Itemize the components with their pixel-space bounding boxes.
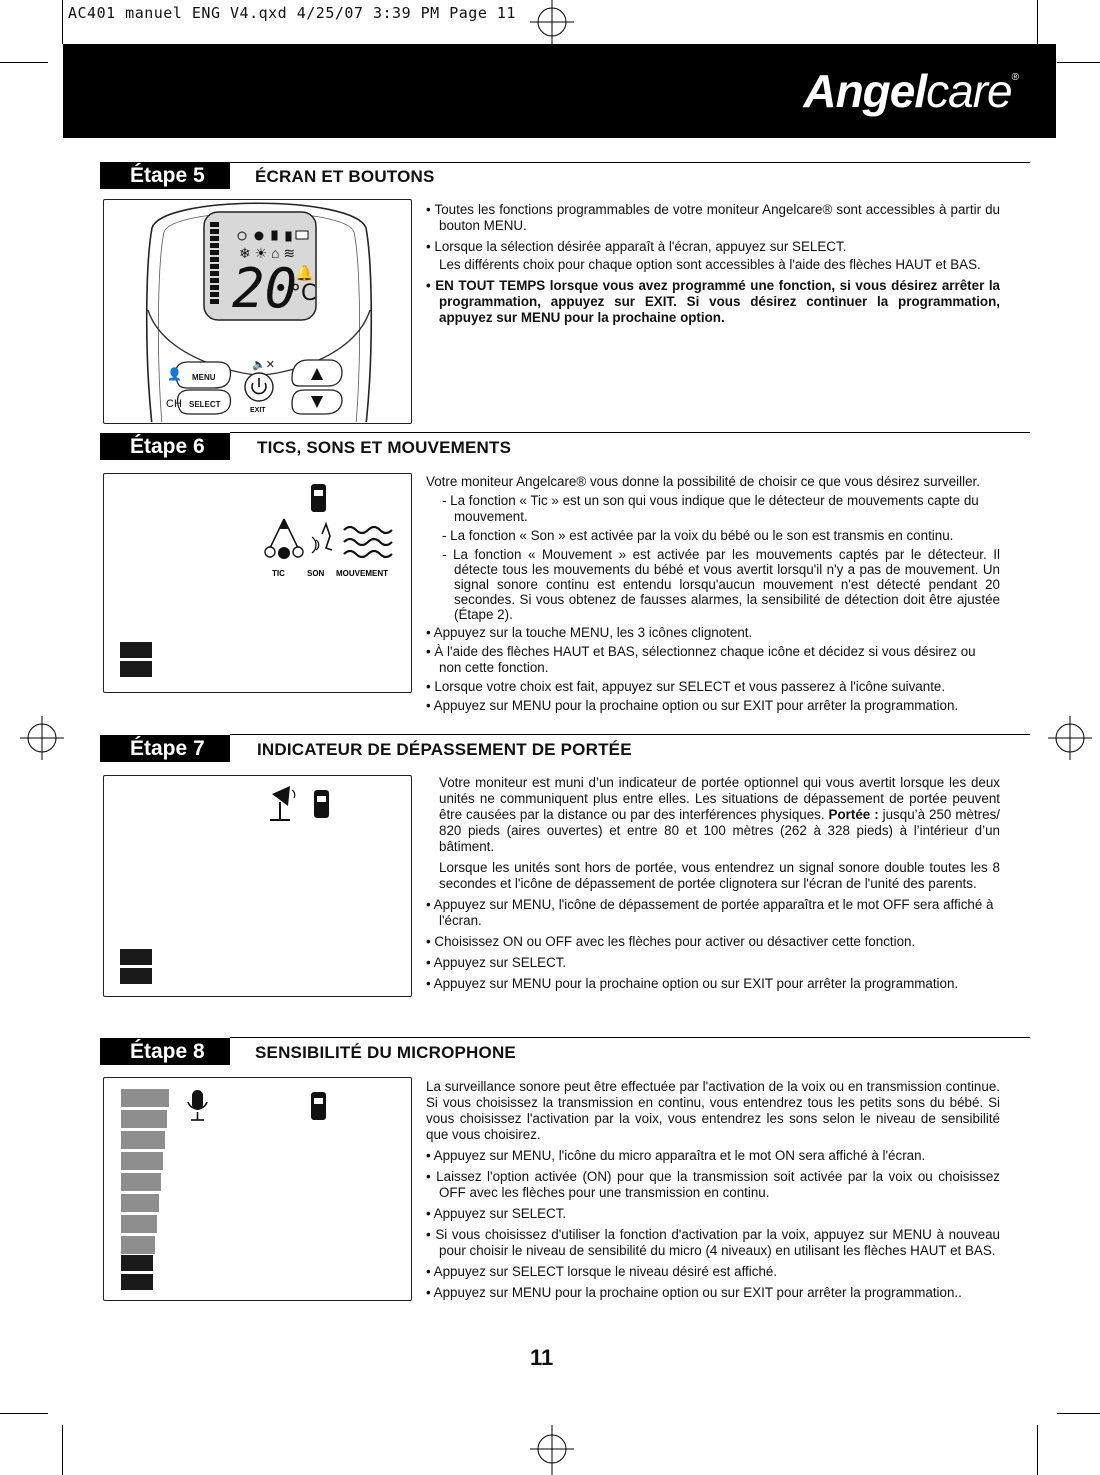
paragraph: • Appuyez sur la touche MENU, les 3 icônes clignotent. — [426, 625, 753, 640]
step-5-rule — [230, 162, 1030, 163]
svg-text:🔔: 🔔 — [295, 265, 314, 282]
exit-label: EXIT — [250, 407, 266, 414]
step-5-text — [426, 202, 1000, 331]
sensitivity-bar — [121, 1152, 163, 1170]
parent-unit-icon — [314, 790, 329, 818]
svg-text:🔈✕: 🔈✕ — [252, 359, 275, 371]
paragraph: • Choisissez ON ou OFF avec les flèches pour activer ou désactiver cette fonction. — [426, 934, 916, 949]
ch-label: CH — [166, 398, 182, 410]
paragraph: • Toutes les fonctions programmables de votre moniteur Angelcare® sont accessibles à partir du bouton MENU. — [426, 202, 1000, 233]
level-bar — [120, 949, 152, 965]
crop-mark — [62, 1425, 63, 1475]
son-baby-voice-icon — [312, 524, 332, 553]
paragraph: • Si vous choisissez d'utiliser la fonction d'activation par la voix, appuyez sur MENU à nouveau pour choisir le niveau de sensibilité du micro (4 niveaux) en utilisant les flèches HAUT et BAS. — [426, 1227, 1000, 1258]
step-7-text — [426, 775, 1000, 997]
crop-mark — [1037, 1425, 1038, 1475]
registration-mark-bottom — [530, 1425, 574, 1475]
parent-unit-illustration — [104, 200, 410, 422]
page-number: 11 — [530, 1345, 554, 1370]
paragraph: Votre moniteur est muni d’un indicateur de portée optionnel qui vous avertit lorsque les deux unités ne communiquent plus entre elles. Les situations de dépassement de portée peuvent être causées par la distance ou par des interférences physiques. Portée : jusqu’à 250 mètres/ 820 pieds (aires ouvertes) et entre 80 et 100 mètres (262 à 328 pieds) à l’intérieur d’un bâtiment. — [439, 775, 1000, 854]
lcd-temperature: 20 — [232, 257, 298, 320]
crop-mark — [0, 1413, 48, 1414]
mouvement-label: MOUVEMENT — [336, 569, 388, 578]
paragraph: Lorsque les unités sont hors de portée, vous entendrez un signal sonore double toutes les 8 secondes et l'icône de dépassement de portée clignotera sur l'écran de l'unité des parents. — [439, 860, 1000, 891]
step-6-tab: Étape 6 — [100, 433, 230, 460]
step-7-title: INDICATEUR DE DÉPASSEMENT DE PORTÉE — [257, 740, 632, 759]
paragraph: • Laissez l'option activée (ON) pour que la transmission soit activée par la voix ou choisissez OFF avec les flèches pour une transmission en continu. — [426, 1169, 1000, 1200]
sensitivity-bar — [121, 1215, 157, 1233]
parent-unit-icon — [311, 1092, 326, 1120]
step-5-device-panel — [103, 199, 412, 424]
level-bar — [120, 968, 152, 984]
paragraph: La surveillance sonore peut être effectuée par l'activation de la voix ou en transmission continue. Si vous choisissez la transmission en continu, vous entendrez tous les petits sons du bébé. Si vous choisissez l'activation par la voix, vous entendrez les sons selon le niveau de sensibilité que vous choisirez. — [426, 1079, 1000, 1142]
sensitivity-bar — [121, 1236, 155, 1254]
step-8-tab: Étape 8 — [100, 1038, 230, 1065]
registration-mark-left — [20, 716, 64, 760]
paragraph: Votre moniteur Angelcare® vous donne la possibilité de choisir ce que vous désirez surveiller. — [426, 474, 980, 489]
paragraph: • Appuyez sur MENU pour la prochaine option ou sur EXIT pour arrêter la programmation. — [426, 976, 959, 991]
paragraph: • Appuyez sur MENU pour la prochaine option ou sur EXIT pour arrêter la programmation.. — [426, 1285, 962, 1300]
sensitivity-bar-active — [121, 1255, 153, 1271]
select-button[interactable]: SELECT — [189, 400, 221, 409]
crop-mark — [1037, 0, 1038, 44]
step-6-lcd-panel — [103, 473, 412, 693]
paragraph: - La fonction « Mouvement » est activée par les mouvements captés par le détecteur. Il détecte tous les mouvements du bébé et vous avertit lorsqu'il n'y a pas de mouvement. Un signal sonore continu est entendu lorsqu'aucun mouvement n'est détecté pendant 20 secondes. Si vous obtenez de fausses alarmes, la sensibilité de détection doit être ajustée (Étape 2). — [442, 547, 1000, 622]
crop-mark — [1057, 62, 1100, 63]
paragraph: • Appuyez sur SELECT. — [426, 955, 567, 970]
print-slug: AC401 manuel ENG V4.qxd 4/25/07 3:39 PM Page 11 — [68, 4, 516, 22]
paragraph: • À l'aide des flèches HAUT et BAS, sélectionnez chaque icône et décidez si vous désirez ou non cette fonction. — [426, 644, 976, 675]
step-7-rule — [230, 734, 1030, 735]
svg-text:❄ ☀ ⌂ ≋: ❄ ☀ ⌂ ≋ — [239, 245, 296, 261]
sensitivity-bar — [121, 1173, 161, 1191]
paragraph: • Lorsque la sélection désirée apparaît à l'écran, appuyez sur SELECT. — [426, 239, 847, 254]
crop-mark — [0, 62, 48, 63]
paragraph: • Appuyez sur MENU pour la prochaine option ou sur EXIT pour arrêter la programmation. — [426, 698, 959, 713]
paragraph: • Appuyez sur SELECT. — [426, 1206, 567, 1221]
crop-mark — [62, 0, 63, 44]
step-8-lcd-panel — [103, 1077, 412, 1301]
header-bar — [63, 44, 1056, 138]
brand-logo: Angelcare® — [803, 65, 1018, 117]
step-6-text — [426, 474, 1000, 719]
step-8-rule — [230, 1037, 1030, 1038]
registration-mark-top — [530, 0, 574, 48]
registration-mark-right — [1048, 716, 1092, 760]
step-6-title: TICS, SONS ET MOUVEMENTS — [257, 438, 512, 457]
lcd-unit: °C — [290, 281, 317, 306]
step-8-text — [426, 1079, 1000, 1306]
step-6-rule — [230, 432, 1030, 433]
step-8-title: SENSIBILITÉ DU MICROPHONE — [255, 1043, 516, 1062]
tic-label: TIC — [272, 569, 285, 578]
paragraph: • Appuyez sur MENU, l'icône du micro apparaîtra et le mot ON sera affiché à l'écran. — [426, 1148, 926, 1163]
out-of-range-antenna-icon — [270, 786, 295, 820]
step-5-title: ÉCRAN ET BOUTONS — [255, 167, 435, 186]
paragraph: • Appuyez sur SELECT lorsque le niveau désiré est affiché. — [426, 1264, 778, 1279]
step-7-tab: Étape 7 — [100, 735, 230, 762]
paragraph: • Appuyez sur MENU, l'icône de dépassement de portée apparaîtra et le mot OFF sera affiché à l'écran. — [426, 897, 994, 928]
microphone-icon — [188, 1090, 207, 1120]
svg-text:👤: 👤 — [167, 367, 182, 381]
menu-button[interactable]: MENU — [192, 373, 216, 382]
tic-pendulum-icon — [265, 519, 303, 559]
sensitivity-bar — [121, 1194, 159, 1212]
paragraph: • Lorsque votre choix est fait, appuyez sur SELECT et vous passerez à l'icône suivante. — [426, 679, 946, 694]
sensitivity-bar-active — [121, 1274, 153, 1290]
crop-mark — [1057, 1413, 1100, 1414]
paragraph: - La fonction « Son » est activée par la voix du bébé ou le son est transmis en continu. — [442, 528, 954, 543]
parent-unit-icon — [311, 484, 326, 512]
level-bar — [120, 661, 152, 677]
step-7-lcd-panel — [103, 775, 412, 997]
son-label: SON — [307, 569, 325, 578]
level-bar — [120, 642, 152, 658]
paragraph: Les différents choix pour chaque option sont accessibles à l'aide des flèches HAUT et BAS. — [439, 257, 981, 272]
paragraph: • EN TOUT TEMPS lorsque vous avez programmé une fonction, si vous désirez arrêter la programmation, appuyez sur EXIT. Si vous désirez continuer la programmation, appuyez sur MENU pour la prochaine option. — [426, 278, 1000, 325]
paragraph: - La fonction « Tic » est un son qui vous indique que le détecteur de mouvements capte du mouvement. — [442, 493, 979, 524]
mouvement-waves-icon — [344, 527, 392, 557]
step-5-tab: Étape 5 — [100, 162, 230, 189]
